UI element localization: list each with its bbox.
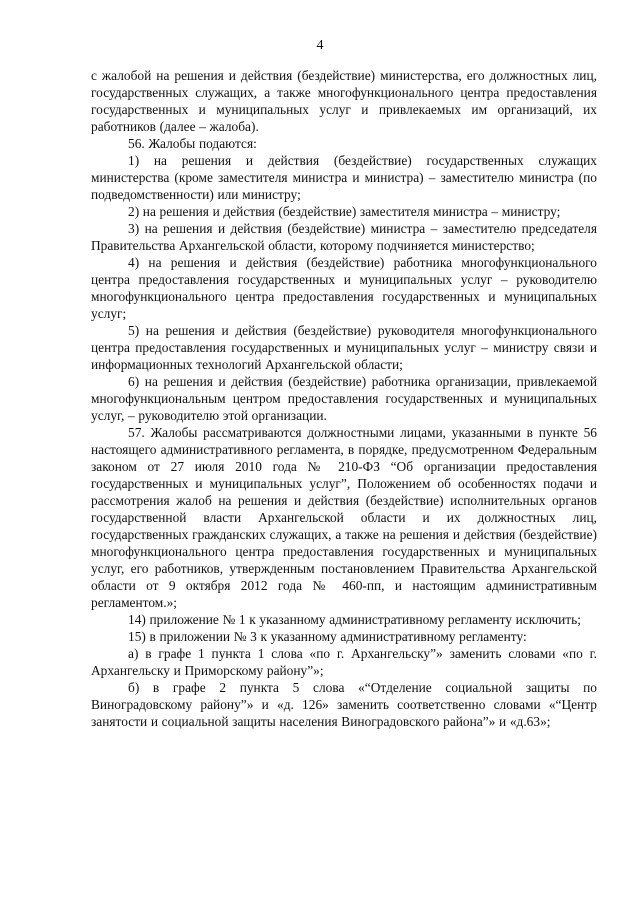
paragraph-complaint-subject: с жалобой на решения и действия (бездействие) министерства, его должностных лиц, государственных служащих, а также многофункционального центра предоставления государственных и муниципальных услуг и привлекаемых им организаций, их работников (далее – жалоба). bbox=[91, 68, 597, 134]
document-body bbox=[91, 67, 597, 730]
paragraph-56-heading: 56. Жалобы подаются: bbox=[128, 136, 257, 151]
paragraph-item-14: 14) приложение № 1 к указанному административному регламенту исключить; bbox=[128, 612, 581, 627]
paragraph-item-15-b: б) в графе 2 пункта 5 слова «“Отделение социальной защиты по Виноградовскому району”» и «д. 126» заменить соответственно словами «“Центр занятости и социальной защиты населения Виноградовского района”» и «д.63»; bbox=[91, 680, 597, 729]
paragraph-56-item-3: 3) на решения и действия (бездействие) министра – заместителю председателя Правительства Архангельской области, которому подчиняется министерство; bbox=[91, 221, 597, 253]
page-number: 4 bbox=[316, 38, 324, 53]
paragraph-56-item-6: 6) на решения и действия (бездействие) работника организации, привлекаемой многофункциональным центром предоставления государственных и муниципальных услуг, – руководителю этой организации. bbox=[91, 374, 597, 423]
paragraph-56-item-2: 2) на решения и действия (бездействие) заместителя министра – министру; bbox=[128, 204, 561, 219]
paragraph-56-item-4: 4) на решения и действия (бездействие) работника многофункционального центра предоставления государственных и муниципальных услуг – руководителю многофункционального центра предоставления государственных и муниципальных услуг; bbox=[91, 255, 597, 321]
paragraph-56-item-1: 1) на решения и действия (бездействие) государственных служащих министерства (кроме заместителя министра и министра) – заместителю министра (по подведомственности) или министру; bbox=[91, 153, 597, 202]
paragraph-57: 57. Жалобы рассматриваются должностными лицами, указанными в пункте 56 настоящего административного регламента, в порядке, предусмотренном Федеральным законом от 27 июля 2010 года № 210-ФЗ “Об организации предоставления государственных и муниципальных услуг”, Положением об особенностях подачи и рассмотрения жалоб на решения и действия (бездействие) исполнительных органов государственной власти Архангельской области и их должностных лиц, государственных гражданских служащих, а также на решения и действия (бездействие) многофункционального центра предоставления государственных и муниципальных услуг, его работников, утвержденным постановлением Правительства Архангельской области от 9 октября 2012 года № 460-пп, и настоящим административным регламентом.»; bbox=[91, 425, 597, 610]
paragraph-item-15-a: а) в графе 1 пункта 1 слова «по г. Архангельску”» заменить словами «по г. Архангельску и Приморскому району”»; bbox=[91, 646, 597, 678]
paragraph-56-item-5: 5) на решения и действия (бездействие) руководителя многофункционального центра предоставления государственных и муниципальных услуг – министру связи и информационных технологий Архангельской области; bbox=[91, 323, 597, 372]
paragraph-item-15: 15) в приложении № 3 к указанному административному регламенту: bbox=[128, 629, 527, 644]
